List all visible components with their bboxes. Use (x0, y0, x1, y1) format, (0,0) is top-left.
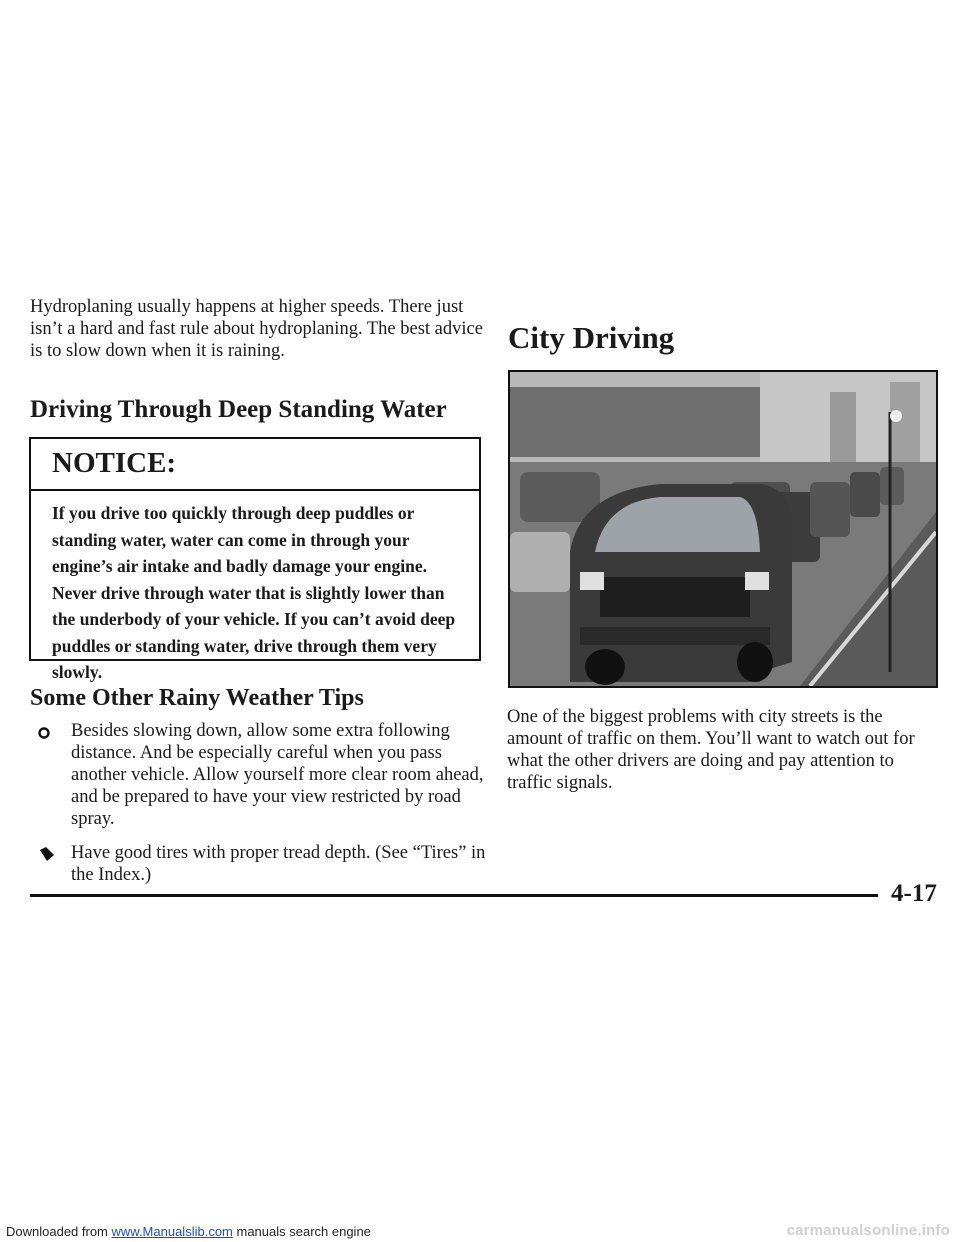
bullet-circle-icon (38, 723, 50, 745)
city-driving-heading: City Driving (508, 320, 675, 355)
deep-water-heading: Driving Through Deep Standing Water (30, 396, 447, 423)
tire-check-icon (38, 845, 56, 869)
intro-paragraph-wrap (30, 296, 490, 362)
list-item (38, 842, 488, 886)
intro-paragraph: Hydroplaning usually happens at higher speeds. There just isn’t a hard and fast rule about hydroplaning. The best advice is to slow down when it is raining. (30, 297, 483, 361)
footer-rule (30, 894, 878, 897)
rainy-tips-list (38, 720, 488, 898)
download-suffix: manuals search engine (232, 1224, 371, 1239)
rainy-tips-heading: Some Other Rainy Weather Tips (30, 685, 364, 711)
download-prefix: Downloaded from (6, 1224, 112, 1239)
manualslib-link[interactable]: www.Manualslib.com (111, 1224, 233, 1239)
page-number: 4-17 (891, 880, 937, 907)
notice-box (29, 437, 481, 682)
watermark: carmanualsonline.info (786, 1222, 950, 1239)
tip-text: Have good tires with proper tread depth. (See “Tires” in the Index.) (71, 843, 486, 885)
city-traffic-photo (508, 370, 938, 688)
tip-text: Besides slowing down, allow some extra following distance. And be especially careful when you pass another vehicle. Allow yourself more clear room ahead, and be prepared to have your view restricted by road spray. (71, 721, 484, 829)
notice-text: If you drive too quickly through deep puddles or standing water, water can come in through your engine’s air intake and badly damage your engine. Never drive through water that is slightly lower than the underbody of your vehicle. If you can’t avoid deep puddles or standing water, drive through them very slowly. (52, 503, 456, 682)
notice-title: NOTICE: (31, 439, 479, 491)
list-item (38, 720, 488, 830)
download-credit (6, 1224, 371, 1239)
city-paragraph: One of the biggest problems with city streets is the amount of traffic on them. You’ll want to watch out for what the other drivers are doing and pay attention to traffic signals. (507, 707, 915, 793)
